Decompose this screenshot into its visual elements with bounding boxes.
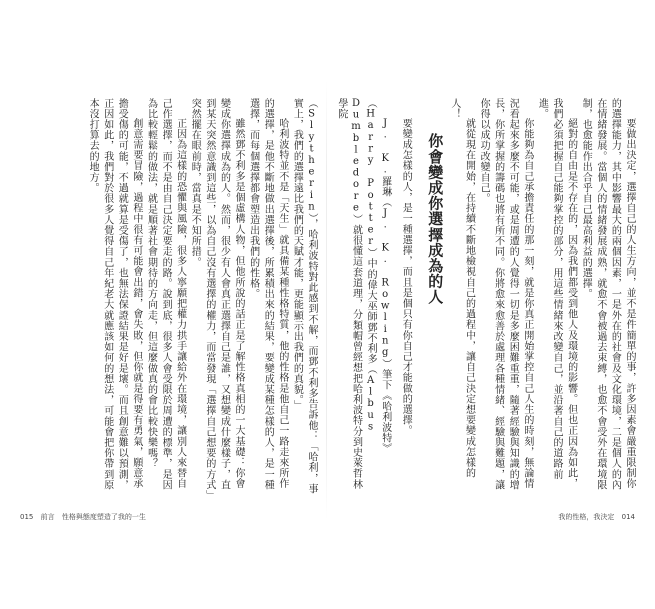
paragraph: 正因為這樣的恐懼與風險，很多人寧願把權力拱手讓給外在環境，讓別人來替自己作選擇，而不是由自己決定要走的路。說到底，很多人會受限於周遭的標準，是因為比較輕鬆的做法，就是順著社會期待的方向走，但這麼做真的會比較快樂嗎？ — [145, 98, 186, 491]
left-page-text — [18, 98, 318, 498]
paragraph: 要變成怎樣的人，是一種選擇，而且是個只有你自己才能做的選擇。 — [400, 118, 412, 436]
section-heading: 你會變成你選擇成為的人 — [426, 133, 445, 305]
paragraph: J. K.羅琳（J. K. Rowling）筆下《哈利波特》（Harry Potter）中的偉大巫師鄧不利多（Albus Dumbledore）就很懂這套道理，分類帽曾經想把哈利波特分到史萊哲林學院 — [335, 98, 391, 490]
page-number: 015 — [20, 513, 34, 521]
paragraph: （Slytherin），哈利波特對此感到不解，而鄧不利多告訴他：「哈利，事實上，我們的選擇遠比我們的天賦才能，更能顯示出我們的真貌。」 — [291, 98, 317, 495]
paragraph: 就從現在開始，在持續不斷地檢視自己的過程中，讓自己決定想要變成怎樣的人！ — [448, 98, 475, 479]
page-number: 014 — [621, 513, 635, 521]
left-page-footer — [20, 512, 151, 522]
right-page — [335, 98, 636, 498]
paragraph: 創意需要冒險，過程中很有可能會出錯，會失敗，但你就是得要有勇氣，願意承擔受傷的可能，不過就算是受傷了，也無法保證結果是好是壞。而且創意難以預測，正因如此，我們對於很多人覺得自己年紀老大就應該如何的想法，可能會把你帶到原本沒打算去的地方。 — [87, 98, 142, 491]
footer-title: 性格與態度塑造了我的一生 — [61, 513, 146, 521]
paragraph: 哈利波特並不是「天生」就具備某種性格特質，他的性格是他自己一路走來所作的選擇，是他不斷地做出選擇後，所累積出來的結果，要變成某種怎樣的人，是一種選擇，而每個選擇都會塑造出我們的性格。 — [247, 98, 288, 491]
right-page-text — [335, 98, 636, 498]
left-page — [18, 98, 318, 498]
right-page-footer — [558, 512, 635, 522]
paragraph: 絕對的自由是不存在的，因為我們都受到他人及環境的影響。但也正因為如此，我們必須把握自己能夠掌控的部分，用這些情緒來改變自己，並沿著自己的道路前進。 — [536, 98, 577, 489]
footer-title: 我的性格，我決定 — [558, 513, 615, 521]
paragraph: 你能夠為自己承擔責任的那一刻，就是你真正開始掌控自己人生的時刻，無論情況看起來多麼不可能，或是周遭的人覺得一切是多麼困難重重，隨著經驗與知識的增長，你所掌握的籌碼也將有所不同。你將愈來愈善於處理各種情緒、經驗與難題，讓你得以成功改變自己。 — [478, 98, 533, 491]
paragraph: 雖然鄧不利多是個虛構人物，但他所說的話正是了解性格真相的一大基礎：你會變成你選擇成為的人。然而，很少有人會真正選擇自己是誰，又想變成什麼樣子，直到某天突然意識到這些，以為自己沒有選擇的權力，而當發現「選擇自己想要的方式」突然擺在眼前時，當真是不知所措。 — [189, 98, 245, 496]
paragraph: 要做出決定，選擇自己的人生方向，並不是件簡單的事，許多因素會嚴重限制你的選擇能力，其中影響最大的兩個因素，一是外在的社會及文化環境，二是個人的內在情緒發展。當個人的情緒發展成熟，就愈不會被過去束縛，也愈不會受外在環境限制，也愈能作出合乎自己最高利益的選擇。 — [580, 98, 635, 491]
footer-label: 前言 — [40, 513, 55, 521]
book-gutter — [326, 80, 327, 520]
